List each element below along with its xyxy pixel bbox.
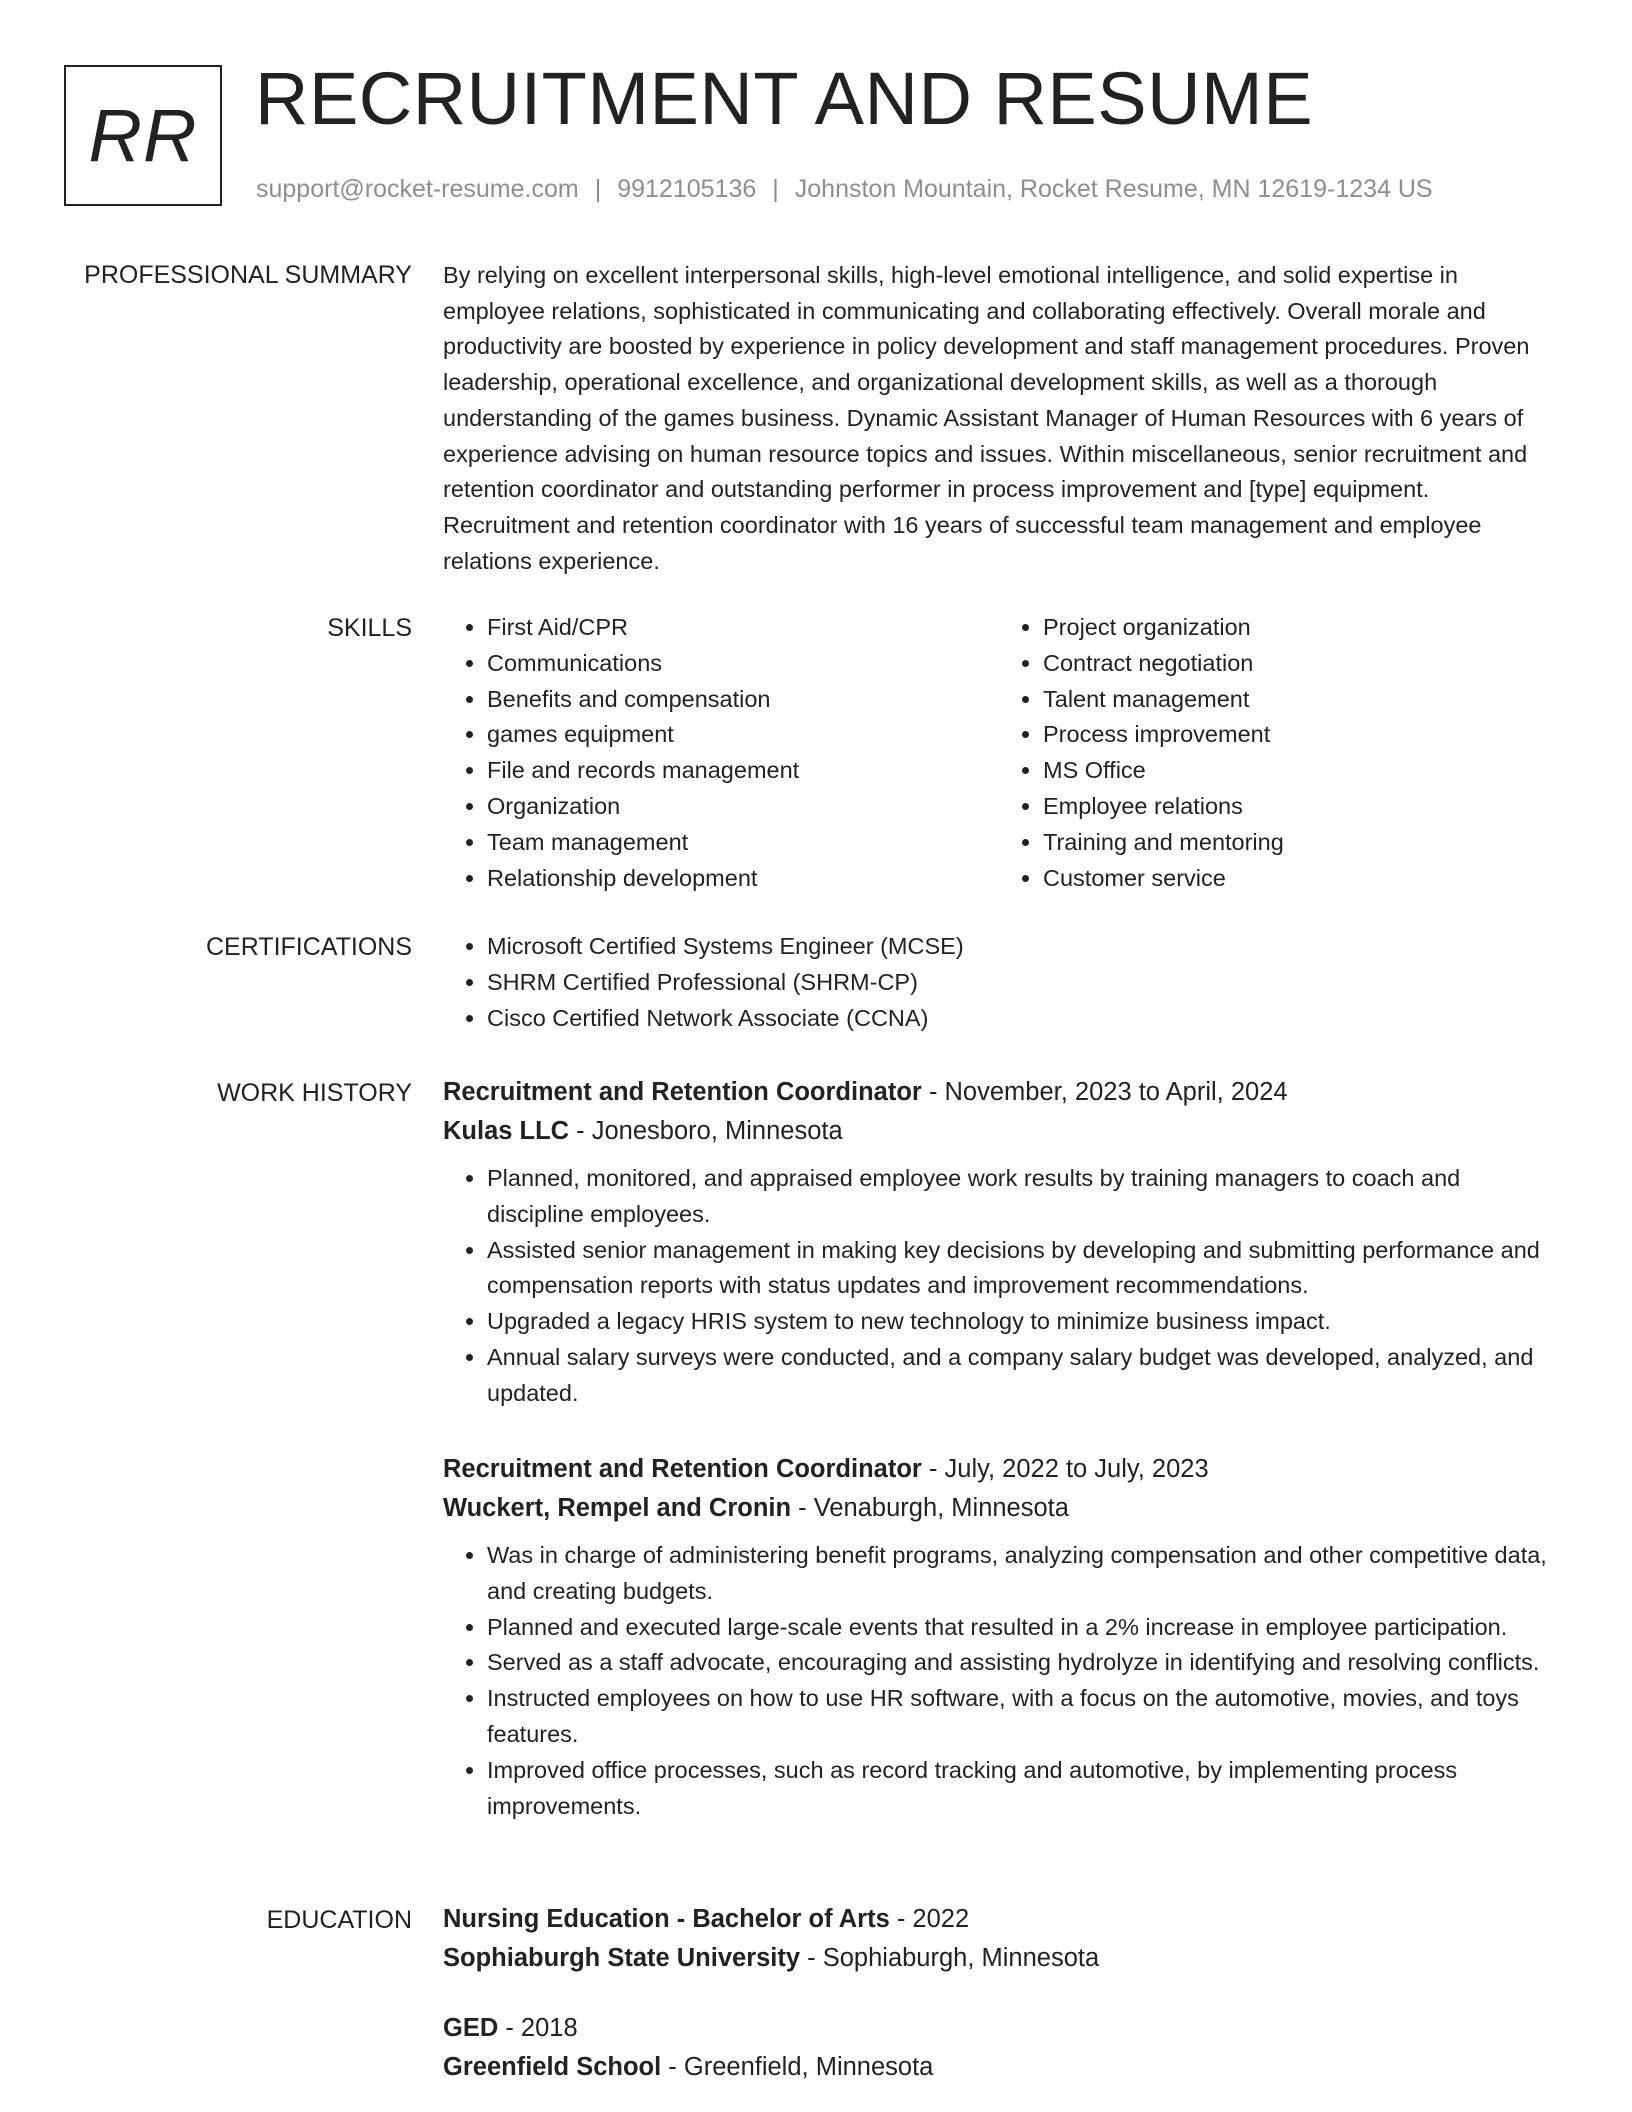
certifications-body bbox=[443, 929, 1555, 1036]
skills-list-left bbox=[443, 610, 999, 896]
skill-item: • File and records management bbox=[487, 753, 999, 789]
work-history-body-2 bbox=[443, 1450, 1555, 1824]
skill-item: • Project organization bbox=[1043, 610, 1555, 646]
education-body-2 bbox=[443, 2009, 1555, 2087]
contact-separator: | bbox=[772, 175, 779, 203]
skill-item: • First Aid/CPR bbox=[487, 610, 999, 646]
section-title-summary: PROFESSIONAL SUMMARY bbox=[84, 261, 412, 289]
skill-item: • Communications bbox=[487, 646, 999, 682]
education-degree-line bbox=[443, 1900, 1555, 1939]
certification-item: • Microsoft Certified Systems Engineer (MCSE) bbox=[487, 929, 1555, 965]
education-entry bbox=[443, 2009, 1555, 2087]
education-school: Sophiaburgh State University bbox=[443, 1944, 801, 1972]
education-year: - 2022 bbox=[889, 1905, 970, 1933]
skill-item: • Team management bbox=[487, 825, 999, 861]
skill-item: • MS Office bbox=[1043, 753, 1555, 789]
skill-item: • Relationship development bbox=[487, 861, 999, 897]
skill-item: • Organization bbox=[487, 789, 999, 825]
education-body bbox=[443, 1900, 1555, 1978]
education-location: - Sophiaburgh, Minnesota bbox=[800, 1944, 1100, 1972]
education-degree: GED bbox=[443, 2014, 499, 2042]
job-location: - Jonesboro, Minnesota bbox=[569, 1117, 843, 1145]
job-entry bbox=[443, 1450, 1555, 1824]
education-year: - 2018 bbox=[498, 2014, 578, 2042]
contact-separator: | bbox=[594, 175, 602, 203]
section-title-certifications: CERTIFICATIONS bbox=[205, 933, 412, 961]
job-company-line bbox=[443, 1489, 1555, 1528]
education-degree: Nursing Education - Bachelor of Arts bbox=[443, 1905, 890, 1933]
job-role: Recruitment and Retention Coordinator bbox=[443, 1078, 922, 1106]
certification-item: • SHRM Certified Professional (SHRM-CP) bbox=[487, 965, 1555, 1001]
job-duty: • Assisted senior management in making key decisions by developing and submitting performance and compensation reports with status updates and improvement recommendations. bbox=[487, 1233, 1555, 1305]
contact-line bbox=[256, 174, 1433, 204]
job-title-line bbox=[443, 1073, 1555, 1112]
section-title-work-history: WORK HISTORY bbox=[217, 1079, 412, 1107]
skills-columns bbox=[443, 610, 1555, 896]
summary-text: By relying on excellent interpersonal skills, high-level emotional intelligence, and solid expertise in employee relations, sophisticated in communicating and collaborating effectively. Overall morale and productivity are boosted by experience in policy development and staff management procedures. Proven leadership, operational excellence, and organizational development skills, as well as a thorough understanding of the games business. Dynamic Assistant Manager of Human Resources with 6 years of experience advising on human resource topics and issues. Within miscellaneous, senior recruitment and retention coordinator and outstanding performer in process improvement and [type] equipment. Recruitment and retention coordinator with 16 years of successful team management and employee relations experience. bbox=[443, 262, 1530, 574]
job-duty: • Planned and executed large-scale events that resulted in a 2% increase in employee participation. bbox=[487, 1610, 1555, 1646]
job-duty: • Upgraded a legacy HRIS system to new technology to minimize business impact. bbox=[487, 1304, 1555, 1340]
skill-item: • Process improvement bbox=[1043, 717, 1555, 753]
contact-address: Johnston Mountain, Rocket Resume, MN 12619-1234 US bbox=[794, 175, 1433, 203]
job-duty: • Improved office processes, such as record tracking and automotive, by implementing process improvements. bbox=[487, 1753, 1555, 1825]
job-duty: • Instructed employees on how to use HR software, with a focus on the automotive, movies, and toys features. bbox=[487, 1681, 1555, 1753]
skill-item: • games equipment bbox=[487, 717, 999, 753]
job-title-line bbox=[443, 1450, 1555, 1489]
education-school: Greenfield School bbox=[443, 2053, 662, 2081]
section-title-education: EDUCATION bbox=[266, 1906, 412, 1934]
job-duty: • Annual salary surveys were conducted, and a company salary budget was developed, analyzed, and updated. bbox=[487, 1340, 1555, 1412]
job-entry bbox=[443, 1073, 1555, 1412]
monogram-initials: RR bbox=[88, 94, 198, 177]
education-degree-line bbox=[443, 2009, 1555, 2048]
skills-body bbox=[443, 610, 1555, 896]
section-title-skills: SKILLS bbox=[327, 614, 412, 642]
job-dates: - November, 2023 to April, 2024 bbox=[921, 1078, 1288, 1106]
job-duties-list bbox=[443, 1538, 1555, 1824]
certification-item: • Cisco Certified Network Associate (CCNA) bbox=[487, 1001, 1555, 1037]
skill-item: • Training and mentoring bbox=[1043, 825, 1555, 861]
skill-item: • Talent management bbox=[1043, 682, 1555, 718]
skill-item: • Benefits and compensation bbox=[487, 682, 999, 718]
candidate-name: RECRUITMENT AND RESUME bbox=[255, 57, 1314, 140]
education-entry bbox=[443, 1900, 1555, 1978]
job-role: Recruitment and Retention Coordinator bbox=[443, 1455, 922, 1483]
education-location: - Greenfield, Minnesota bbox=[661, 2053, 934, 2081]
skill-item: • Employee relations bbox=[1043, 789, 1555, 825]
skills-list-right bbox=[999, 610, 1555, 896]
education-school-line bbox=[443, 1939, 1555, 1978]
job-location: - Venaburgh, Minnesota bbox=[791, 1494, 1069, 1522]
job-company: Wuckert, Rempel and Cronin bbox=[443, 1494, 792, 1522]
work-history-body bbox=[443, 1073, 1555, 1412]
contact-email[interactable]: support@rocket-resume.com bbox=[256, 175, 579, 203]
skill-item: • Contract negotiation bbox=[1043, 646, 1555, 682]
contact-phone[interactable]: 9912105136 bbox=[617, 175, 757, 203]
job-company-line bbox=[443, 1112, 1555, 1151]
certifications-list bbox=[443, 929, 1555, 1036]
monogram-box bbox=[64, 65, 222, 206]
skill-item: • Customer service bbox=[1043, 861, 1555, 897]
job-duty: • Was in charge of administering benefit programs, analyzing compensation and other competitive data, and creating budgets. bbox=[487, 1538, 1555, 1610]
job-duties-list bbox=[443, 1161, 1555, 1412]
job-dates: - July, 2022 to July, 2023 bbox=[921, 1455, 1209, 1483]
education-school-line bbox=[443, 2048, 1555, 2087]
job-duty: • Planned, monitored, and appraised employee work results by training managers to coach and discipline employees. bbox=[487, 1161, 1555, 1233]
job-company: Kulas LLC bbox=[443, 1117, 570, 1145]
job-duty: • Served as a staff advocate, encouraging and assisting hydrolyze in identifying and resolving conflicts. bbox=[487, 1645, 1555, 1681]
summary-body bbox=[443, 258, 1555, 579]
